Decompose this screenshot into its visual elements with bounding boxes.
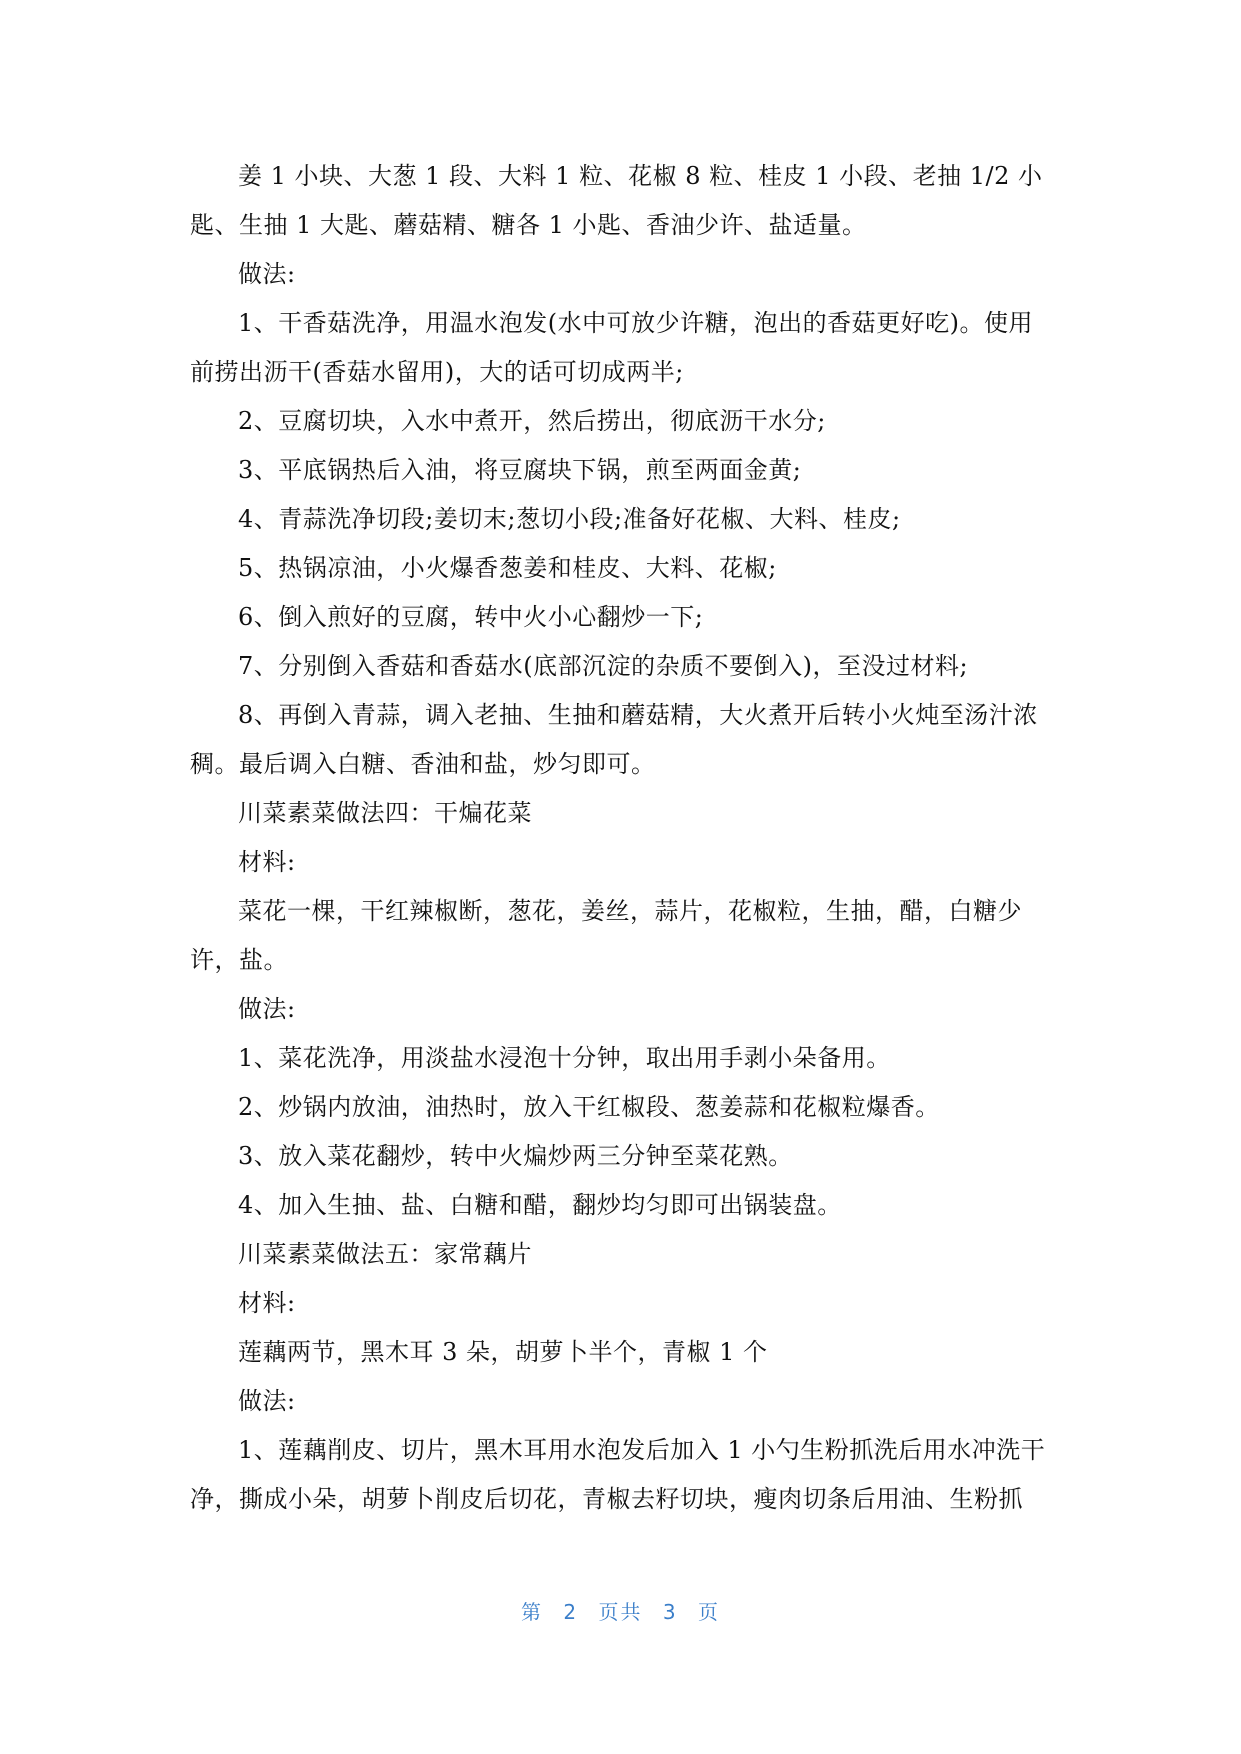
paragraph: 4、青蒜洗净切段;姜切末;葱切小段;准备好花椒、大料、桂皮; — [238, 505, 901, 533]
paragraph: 2、豆腐切块，入水中煮开，然后捞出，彻底沥干水分; — [238, 407, 826, 435]
paragraph: 7、分别倒入香菇和香菇水(底部沉淀的杂质不要倒入)，至没过材料; — [238, 652, 969, 680]
paragraph: 材料: — [238, 1289, 296, 1317]
footer-suffix: 页 — [697, 1600, 720, 1624]
footer-prefix: 第 — [521, 1600, 544, 1624]
paragraph: 1、莲藕削皮、切片，黑木耳用水泡发后加入 1 小勺生粉抓洗后用水冲洗干净，撕成小朵，胡萝卜削皮后切花，青椒去籽切块，瘦肉切条后用油、生粉抓 — [190, 1436, 1046, 1513]
paragraph: 6、倒入煎好的豆腐，转中火小心翻炒一下; — [238, 603, 704, 631]
paragraph: 做法: — [238, 1387, 296, 1415]
footer-total-pages: 3 — [662, 1600, 678, 1624]
page-footer — [0, 1596, 1241, 1625]
section-heading: 川菜素菜做法四：干煸花菜 — [238, 799, 532, 827]
paragraph: 8、再倒入青蒜，调入老抽、生抽和蘑菇精，大火煮开后转小火炖至汤汁浓稠。最后调入白糖、香油和盐，炒匀即可。 — [190, 701, 1038, 778]
paragraph: 做法: — [238, 995, 296, 1023]
section-heading: 川菜素菜做法五：家常藕片 — [238, 1240, 532, 1268]
footer-middle: 页共 — [598, 1600, 643, 1624]
paragraph: 莲藕两节，黑木耳 3 朵，胡萝卜半个，青椒 1 个 — [238, 1338, 768, 1366]
footer-current-page: 2 — [563, 1600, 579, 1624]
document-body — [190, 152, 1052, 1524]
paragraph: 做法: — [238, 260, 296, 288]
paragraph: 1、干香菇洗净，用温水泡发(水中可放少许糖，泡出的香菇更好吃)。使用前捞出沥干(香菇水留用)，大的话可切成两半; — [190, 309, 1033, 386]
paragraph: 菜花一棵，干红辣椒断，葱花，姜丝，蒜片，花椒粒，生抽，醋，白糖少许，盐。 — [190, 897, 1022, 974]
paragraph: 姜 1 小块、大葱 1 段、大料 1 粒、花椒 8 粒、桂皮 1 小段、老抽 1/2 小匙、生抽 1 大匙、蘑菇精、糖各 1 小匙、香油少许、盐适量。 — [190, 162, 1043, 239]
paragraph: 3、平底锅热后入油，将豆腐块下锅，煎至两面金黄; — [238, 456, 802, 484]
paragraph: 3、放入菜花翻炒，转中火煸炒两三分钟至菜花熟。 — [238, 1142, 793, 1170]
paragraph: 5、热锅凉油，小火爆香葱姜和桂皮、大料、花椒; — [238, 554, 777, 582]
paragraph: 1、菜花洗净，用淡盐水浸泡十分钟，取出用手剥小朵备用。 — [238, 1044, 891, 1072]
paragraph: 2、炒锅内放油，油热时，放入干红椒段、葱姜蒜和花椒粒爆香。 — [238, 1093, 940, 1121]
paragraph: 材料: — [238, 848, 296, 876]
paragraph: 4、加入生抽、盐、白糖和醋，翻炒均匀即可出锅装盘。 — [238, 1191, 842, 1219]
